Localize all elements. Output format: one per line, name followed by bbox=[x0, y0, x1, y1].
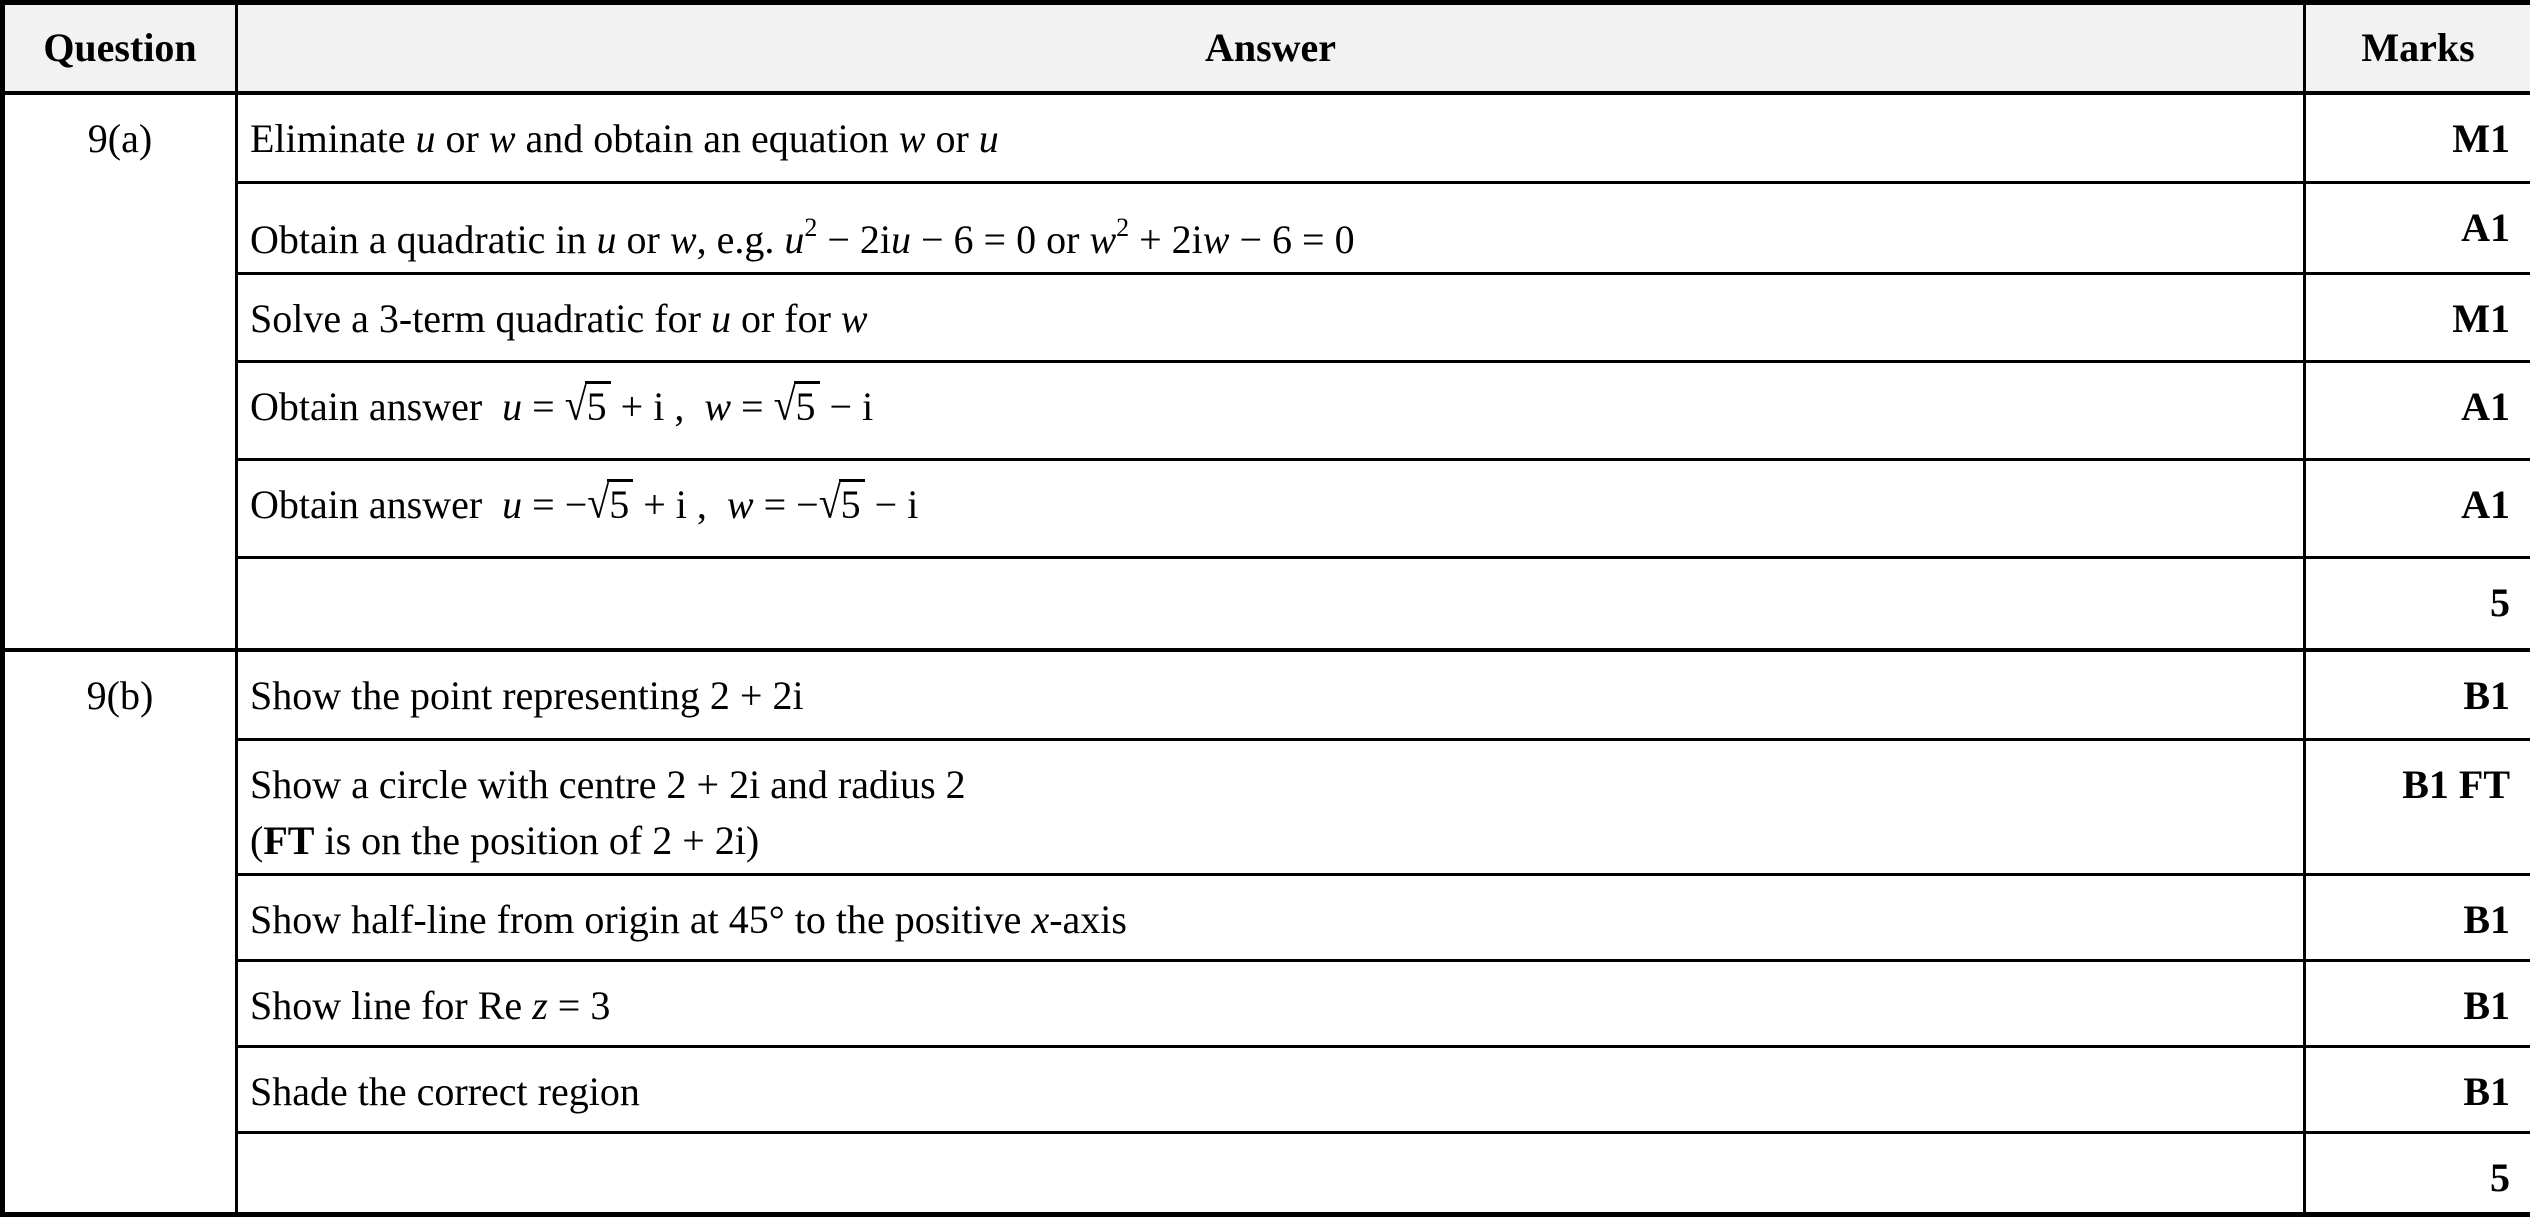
marks-cell: A1 bbox=[2305, 183, 2530, 274]
text-run: w bbox=[1089, 217, 1116, 262]
text-run: w bbox=[899, 116, 926, 161]
answer-cell bbox=[237, 1047, 2305, 1133]
marks-cell: B1 bbox=[2305, 650, 2530, 740]
sqrt-expression bbox=[565, 384, 611, 429]
answer-cell bbox=[237, 1133, 2305, 1215]
text-run: 2 bbox=[804, 213, 817, 242]
text-run: Show a circle with centre 2 + 2i and radius 2 bbox=[250, 762, 966, 807]
text-run: or for bbox=[731, 296, 841, 341]
table-row bbox=[3, 93, 2530, 183]
radicand: 5 bbox=[794, 381, 820, 429]
question-label: 9(a) bbox=[5, 95, 235, 167]
answer-line bbox=[250, 111, 2283, 167]
answer-cell bbox=[237, 740, 2305, 875]
text-run: u bbox=[711, 296, 731, 341]
text-run: w bbox=[1203, 217, 1230, 262]
radical-sign-icon: √ bbox=[587, 472, 609, 535]
text-run: , e.g. bbox=[697, 217, 785, 262]
text-run: u bbox=[784, 217, 804, 262]
marks-cell: 5 bbox=[2305, 1133, 2530, 1215]
radical-sign-icon: √ bbox=[819, 472, 841, 535]
text-run: − 6 = 0 bbox=[1229, 217, 1354, 262]
text-run: u bbox=[502, 384, 522, 429]
marks-cell: B1 bbox=[2305, 875, 2530, 961]
text-run: − i bbox=[865, 482, 919, 527]
text-run: − 6 = 0 or bbox=[911, 217, 1089, 262]
table-row bbox=[3, 1133, 2530, 1215]
marks-cell: B1 FT bbox=[2305, 740, 2530, 875]
text-run: u bbox=[502, 482, 522, 527]
text-run: Obtain a quadratic in bbox=[250, 217, 597, 262]
sqrt-expression bbox=[774, 384, 820, 429]
marks-cell: A1 bbox=[2305, 362, 2530, 460]
question-cell bbox=[3, 93, 237, 650]
text-run: Obtain answer bbox=[250, 482, 502, 527]
answer-line bbox=[250, 1064, 2283, 1120]
text-run: ( bbox=[250, 818, 263, 863]
text-run: − i bbox=[820, 384, 874, 429]
answer-line bbox=[250, 291, 2283, 347]
header-answer: Answer bbox=[237, 3, 2305, 93]
text-run: w bbox=[727, 482, 754, 527]
table-row bbox=[3, 1047, 2530, 1133]
text-run: u bbox=[979, 116, 999, 161]
sqrt-expression bbox=[819, 482, 865, 527]
text-run: + 2i bbox=[1129, 217, 1203, 262]
text-run: = 3 bbox=[548, 983, 611, 1028]
text-run: Eliminate bbox=[250, 116, 416, 161]
text-run: 2 bbox=[1116, 213, 1129, 242]
table-row bbox=[3, 460, 2530, 558]
marks-cell: 5 bbox=[2305, 558, 2530, 650]
text-run: Show line for Re bbox=[250, 983, 532, 1028]
text-run: = bbox=[731, 384, 774, 429]
text-run: + i , bbox=[633, 482, 727, 527]
answer-cell bbox=[237, 183, 2305, 274]
sqrt-expression bbox=[587, 482, 633, 527]
answer-cell bbox=[237, 875, 2305, 961]
question-cell bbox=[3, 650, 237, 1215]
text-run: or bbox=[925, 116, 978, 161]
marks-cell: M1 bbox=[2305, 274, 2530, 362]
radicand: 5 bbox=[607, 479, 633, 527]
answer-cell bbox=[237, 274, 2305, 362]
table-row bbox=[3, 274, 2530, 362]
table-row bbox=[3, 875, 2530, 961]
table-row bbox=[3, 650, 2530, 740]
header-question: Question bbox=[3, 3, 237, 93]
text-run: u bbox=[597, 217, 617, 262]
answer-cell bbox=[237, 362, 2305, 460]
table-row bbox=[3, 362, 2530, 460]
text-run: = − bbox=[754, 482, 819, 527]
text-run: w bbox=[841, 296, 868, 341]
radicand: 5 bbox=[839, 479, 865, 527]
answer-line bbox=[250, 379, 2283, 435]
answer-cell bbox=[237, 558, 2305, 650]
text-run: or bbox=[436, 116, 489, 161]
text-run: = bbox=[522, 384, 565, 429]
answer-line bbox=[250, 892, 2283, 948]
question-label: 9(b) bbox=[5, 652, 235, 724]
text-run: Obtain answer bbox=[250, 384, 502, 429]
table-row bbox=[3, 740, 2530, 875]
table-row bbox=[3, 183, 2530, 274]
table-row bbox=[3, 961, 2530, 1047]
text-run: FT bbox=[263, 818, 314, 863]
text-run: w bbox=[670, 217, 697, 262]
header-row bbox=[3, 3, 2530, 93]
text-run: z bbox=[532, 983, 548, 1028]
answer-line bbox=[250, 200, 2283, 268]
answer-line bbox=[250, 813, 2283, 869]
answer-line bbox=[250, 757, 2283, 813]
text-run: Solve a 3-term quadratic for bbox=[250, 296, 711, 341]
table-row bbox=[3, 558, 2530, 650]
answer-line bbox=[250, 477, 2283, 533]
header-marks: Marks bbox=[2305, 3, 2530, 93]
text-run: u bbox=[416, 116, 436, 161]
text-run: Shade the correct region bbox=[250, 1069, 640, 1114]
text-run: and obtain an equation bbox=[516, 116, 899, 161]
marks-cell: M1 bbox=[2305, 93, 2530, 183]
text-run: x bbox=[1031, 897, 1049, 942]
text-run: Show the point representing 2 + 2i bbox=[250, 673, 804, 718]
text-run: is on the position of 2 + 2i) bbox=[314, 818, 759, 863]
text-run: w bbox=[489, 116, 516, 161]
text-run: or bbox=[617, 217, 670, 262]
radical-sign-icon: √ bbox=[565, 374, 587, 437]
answer-line bbox=[250, 668, 2283, 724]
text-run: w bbox=[704, 384, 731, 429]
answer-line bbox=[250, 978, 2283, 1034]
radical-sign-icon: √ bbox=[774, 374, 796, 437]
marks-cell: B1 bbox=[2305, 1047, 2530, 1133]
text-run: -axis bbox=[1049, 897, 1127, 942]
radicand: 5 bbox=[585, 381, 611, 429]
answer-cell bbox=[237, 460, 2305, 558]
marks-cell: B1 bbox=[2305, 961, 2530, 1047]
answer-cell bbox=[237, 961, 2305, 1047]
text-run: Show half-line from origin at 45° to the positive bbox=[250, 897, 1031, 942]
text-run: − 2i bbox=[817, 217, 891, 262]
marks-cell: A1 bbox=[2305, 460, 2530, 558]
answer-cell bbox=[237, 93, 2305, 183]
text-run: u bbox=[891, 217, 911, 262]
text-run: + i , bbox=[611, 384, 705, 429]
answer-cell bbox=[237, 650, 2305, 740]
text-run: = − bbox=[522, 482, 587, 527]
